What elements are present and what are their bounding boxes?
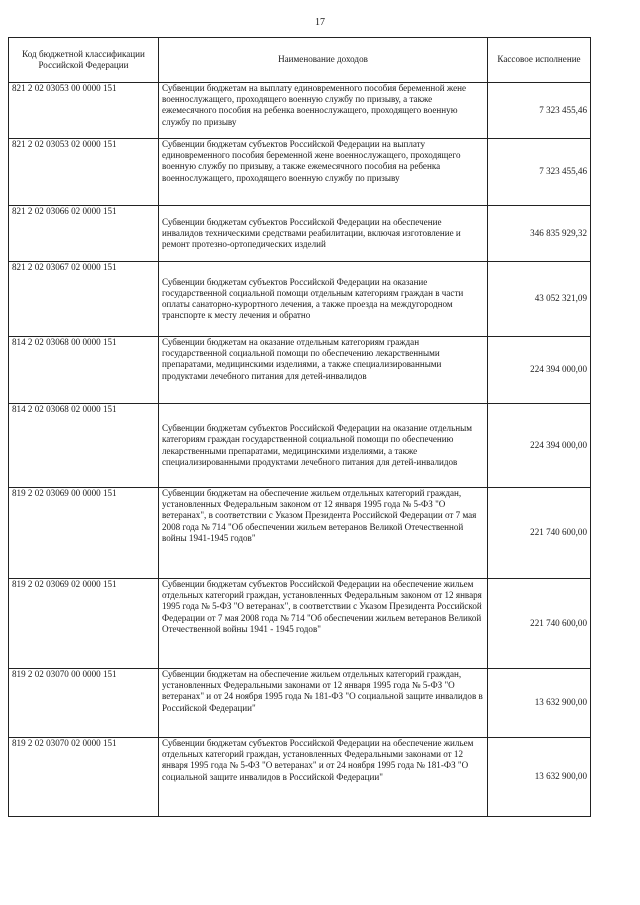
table-row — [9, 139, 591, 206]
budget-code-cell: 814 2 02 03068 02 0000 151 — [9, 404, 159, 488]
revenue-name-cell: Субвенции бюджетам субъектов Российской Федерации на оказание отдельным категориям граждан государственной социальной помощи по обеспечению лекарственными препаратами, медицинскими изделиями, а также специализированными продуктами лечебного питания для детей-инвалидов — [159, 404, 488, 488]
table-row — [9, 83, 591, 139]
revenue-name-cell: Субвенции бюджетам субъектов Российской Федерации на обеспечение инвалидов техническими средствами реабилитации, включая изготовление и ремонт протезно-ортопедических изделий — [159, 206, 488, 262]
table-row — [9, 488, 591, 579]
revenue-table — [8, 37, 591, 817]
column-header-code: Код бюджетной классификации Российской Федерации — [9, 38, 159, 83]
amount-cell: 43 052 321,09 — [488, 262, 591, 337]
budget-code-cell: 821 2 02 03066 02 0000 151 — [9, 206, 159, 262]
amount-cell: 346 835 929,32 — [488, 206, 591, 262]
budget-code-cell: 821 2 02 03067 02 0000 151 — [9, 262, 159, 337]
table-row — [9, 738, 591, 817]
budget-code-cell: 819 2 02 03070 02 0000 151 — [9, 738, 159, 817]
revenue-name-cell: Субвенции бюджетам на обеспечение жильем отдельных категорий граждан, установленных Федеральным законом от 12 января 1995 года № 5-ФЗ "О ветеранах", в соответствии с Указом Президента Российской Федерации от 7 мая 2008 года № 714 "Об обеспечении жильем ветеранов Великой Отечественной войны 1941-1945 годов" — [159, 488, 488, 579]
budget-code-cell: 814 2 02 03068 00 0000 151 — [9, 337, 159, 404]
column-header-name: Наименование доходов — [159, 38, 488, 83]
column-header-amount: Кассовое исполнение — [488, 38, 591, 83]
table-row — [9, 669, 591, 738]
amount-cell: 13 632 900,00 — [488, 669, 591, 738]
table-row — [9, 262, 591, 337]
table-row — [9, 206, 591, 262]
budget-code-cell: 821 2 02 03053 00 0000 151 — [9, 83, 159, 139]
budget-code-cell: 819 2 02 03070 00 0000 151 — [9, 669, 159, 738]
budget-code-cell: 819 2 02 03069 02 0000 151 — [9, 579, 159, 669]
amount-cell: 221 740 600,00 — [488, 488, 591, 579]
table-row — [9, 404, 591, 488]
revenue-name-cell: Субвенции бюджетам субъектов Российской Федерации на обеспечение жильем отдельных категорий граждан, установленных Федеральным законом от 12 января 1995 года № 5-ФЗ "О ветеранах", в соответствии с Указом Президента Российской Федерации от 7 мая 2008 года № 714 "Об обеспечении жильем ветеранов Великой Отечественной войны 1941 - 1945 годов" — [159, 579, 488, 669]
amount-cell: 221 740 600,00 — [488, 579, 591, 669]
amount-cell: 224 394 000,00 — [488, 404, 591, 488]
revenue-name-cell: Субвенции бюджетам на обеспечение жильем отдельных категорий граждан, установленных Федеральными законами от 12 января 1995 года № 5-ФЗ "О ветеранах" и от 24 ноября 1995 года № 181-ФЗ "О социальной защите инвалидов в Российской Федерации" — [159, 669, 488, 738]
page-number: 17 — [315, 17, 325, 28]
amount-cell: 7 323 455,46 — [488, 83, 591, 139]
amount-cell: 224 394 000,00 — [488, 337, 591, 404]
amount-cell: 7 323 455,46 — [488, 139, 591, 206]
table-header-row — [9, 38, 591, 83]
revenue-name-cell: Субвенции бюджетам субъектов Российской Федерации на оказание государственной социальной помощи отдельным категориям граждан в части оплаты санаторно-курортного лечения, а также проезда на междугородном транспорте к месту лечения и обратно — [159, 262, 488, 337]
revenue-name-cell: Субвенции бюджетам на оказание отдельным категориям граждан государственной социальной помощи по обеспечению лекарственными препаратами, медицинскими изделиями, а также специализированными продуктами лечебного питания для детей-инвалидов — [159, 337, 488, 404]
revenue-name-cell: Субвенции бюджетам субъектов Российской Федерации на выплату единовременного пособия беременной жене военнослужащего, проходящего военную службу по призыву, а также ежемесячного пособия на ребенка военнослужащего, проходящего военную службу по призыву — [159, 139, 488, 206]
budget-code-cell: 819 2 02 03069 00 0000 151 — [9, 488, 159, 579]
amount-cell: 13 632 900,00 — [488, 738, 591, 817]
table-row — [9, 579, 591, 669]
budget-code-cell: 821 2 02 03053 02 0000 151 — [9, 139, 159, 206]
revenue-name-cell: Субвенции бюджетам субъектов Российской Федерации на обеспечение жильем отдельных категорий граждан, установленных Федеральными законами от 12 января 1995 года № 5-ФЗ "О ветеранах" и от 24 ноября 1995 года № 181-ФЗ "О социальной защите инвалидов в Российской Федерации" — [159, 738, 488, 817]
revenue-name-cell: Субвенции бюджетам на выплату единовременного пособия беременной жене военнослужащего, проходящего военную службу по призыву, а также ежемесячного пособия на ребенка военнослужащего, проходящего военную службу по призыву — [159, 83, 488, 139]
table-row — [9, 337, 591, 404]
